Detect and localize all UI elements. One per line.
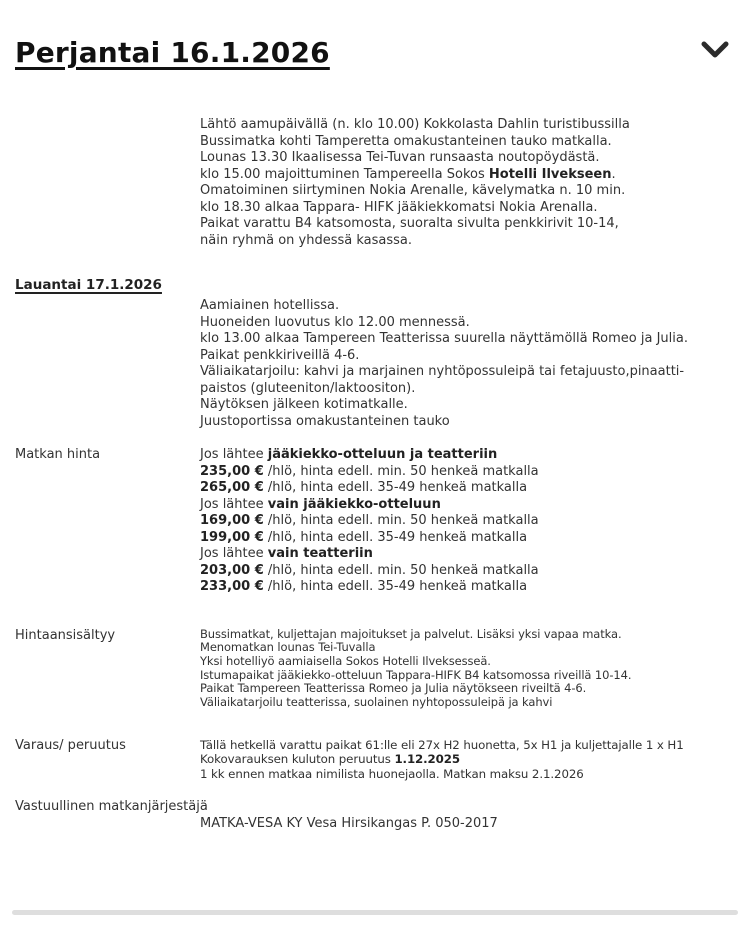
chevron-down-icon [700, 40, 730, 60]
section-booking [0, 738, 750, 782]
text-line: 265,00 € /hlö, hinta edell. 35-49 henkeä matkalla [200, 480, 528, 495]
text-line: Paikat varattu B4 katsomosta, suoralta sivulta penkkirivit 10-14, [200, 216, 619, 231]
text-line: Istumapaikat jääkiekko-otteluun Tappara-HIFK B4 katsomossa riveillä 10-14. [200, 667, 632, 682]
text-line: Omatoiminen siirtyminen Nokia Arenalle, kävelymatka n. 10 min. [200, 183, 626, 198]
section-booking-label: Varaus/ peruutus [15, 737, 126, 753]
price-details [200, 447, 750, 596]
text-line: Väliaikatarjoilu teatterissa, suolainen nyhtopossuleipä ja kahvi [200, 695, 553, 710]
saturday-details [200, 277, 750, 430]
text-line: 233,00 € /hlö, hinta edell. 35-49 henkeä matkalla [200, 579, 528, 594]
organizer-contact: MATKA-VESA KY Vesa Hirsikangas P. 050-2017 [200, 815, 498, 831]
booking-details [200, 738, 750, 782]
text-line: 203,00 € /hlö, hinta edell. min. 50 henkeä matkalla [200, 562, 539, 578]
section-organizer [0, 799, 750, 831]
text-line: Paikat Tampereen Teatterissa Romeo ja Julia näytökseen riveiltä 4-6. [200, 681, 587, 696]
text-line: Väliaikatarjoilu: kahvi ja marjainen nyhtöpossuleipä tai fetajuusto,pinaatti- [200, 364, 685, 379]
page-title: Perjantai 16.1.2026 [15, 36, 330, 69]
text-line: Menomatkan lounas Tei-Tuvalla [200, 640, 376, 655]
text-line: 199,00 € /hlö, hinta edell. 35-49 henkeä matkalla [200, 529, 528, 545]
text-line: Huoneiden luovutus klo 12.00 mennessä. [200, 314, 470, 330]
text-line: klo 18.30 alkaa Tappara- HIFK jääkiekkomatsi Nokia Arenalla. [200, 199, 598, 215]
friday-details [200, 117, 750, 249]
text-line: Juustoportissa omakustanteinen tauko [200, 413, 450, 429]
text-line: 169,00 € /hlö, hinta edell. min. 50 henkeä matkalla [200, 513, 539, 528]
text-line: Bussimatka kohti Tamperetta omakustanteinen tauko matkalla. [200, 133, 612, 149]
collapse-section-button[interactable] [698, 38, 732, 62]
section-includes-label: Hintaansisältyy [15, 627, 116, 643]
text-line: Aamiainen hotellissa. [200, 298, 340, 313]
text-line: Yksi hotelliyö aamiaisella Sokos Hotelli Ilveksesseä. [200, 653, 491, 668]
text-line: näin ryhmä on yhdessä kasassa. [200, 232, 413, 248]
section-saturday [0, 277, 750, 430]
text-line: Tällä hetkellä varattu paikat 61:lle eli 27x H2 huonetta, 5x H1 ja kuljettajalle 1 x H1 [200, 737, 684, 752]
text-line: Lähtö aamupäivällä (n. klo 10.00) Kokkolasta Dahlin turistibussilla [200, 117, 630, 132]
includes-details [200, 628, 750, 710]
text-line: klo 13.00 alkaa Tampereen Teatterissa suurella näyttämöllä Romeo ja Julia. [200, 331, 688, 346]
section-includes [0, 628, 750, 710]
text-line: Paikat penkkiriveillä 4-6. [200, 347, 360, 363]
text-line: paistos (gluteeniton/laktoositon). [200, 380, 416, 396]
divider [12, 910, 738, 915]
text-line: Jos lähtee vain jääkiekko-otteluun [200, 496, 441, 512]
text-line: Kokovarauksen kuluton peruutus 1.12.2025 [200, 752, 460, 767]
text-line: Bussimatkat, kuljettajan majoitukset ja palvelut. Lisäksi yksi vapaa matka. [200, 626, 622, 641]
section-price-label: Matkan hinta [15, 447, 101, 462]
text-line: Lounas 13.30 Ikaalisessa Tei-Tuvan runsaasta noutopöydästä. [200, 150, 600, 165]
page-header [0, 0, 750, 69]
text-line: 1 kk ennen matkaa nimilista huonejaolla. Matkan maksu 2.1.2026 [200, 766, 584, 781]
section-saturday-label: Lauantai 17.1.2026 [15, 277, 162, 293]
text-line: 235,00 € /hlö, hinta edell. min. 50 henkeä matkalla [200, 463, 539, 479]
text-line: Jos lähtee jääkiekko-otteluun ja teatteriin [200, 447, 498, 462]
section-friday [0, 117, 750, 249]
text-line: Jos lähtee vain teatteriin [200, 546, 373, 561]
text-line: Näytöksen jälkeen kotimatkalle. [200, 397, 408, 412]
section-price [0, 447, 750, 596]
section-organizer-label: Vastuullinen matkanjärjestäjä [15, 798, 208, 814]
text-line: klo 15.00 majoittuminen Tampereella Sokos Hotelli Ilvekseen. [200, 166, 616, 182]
